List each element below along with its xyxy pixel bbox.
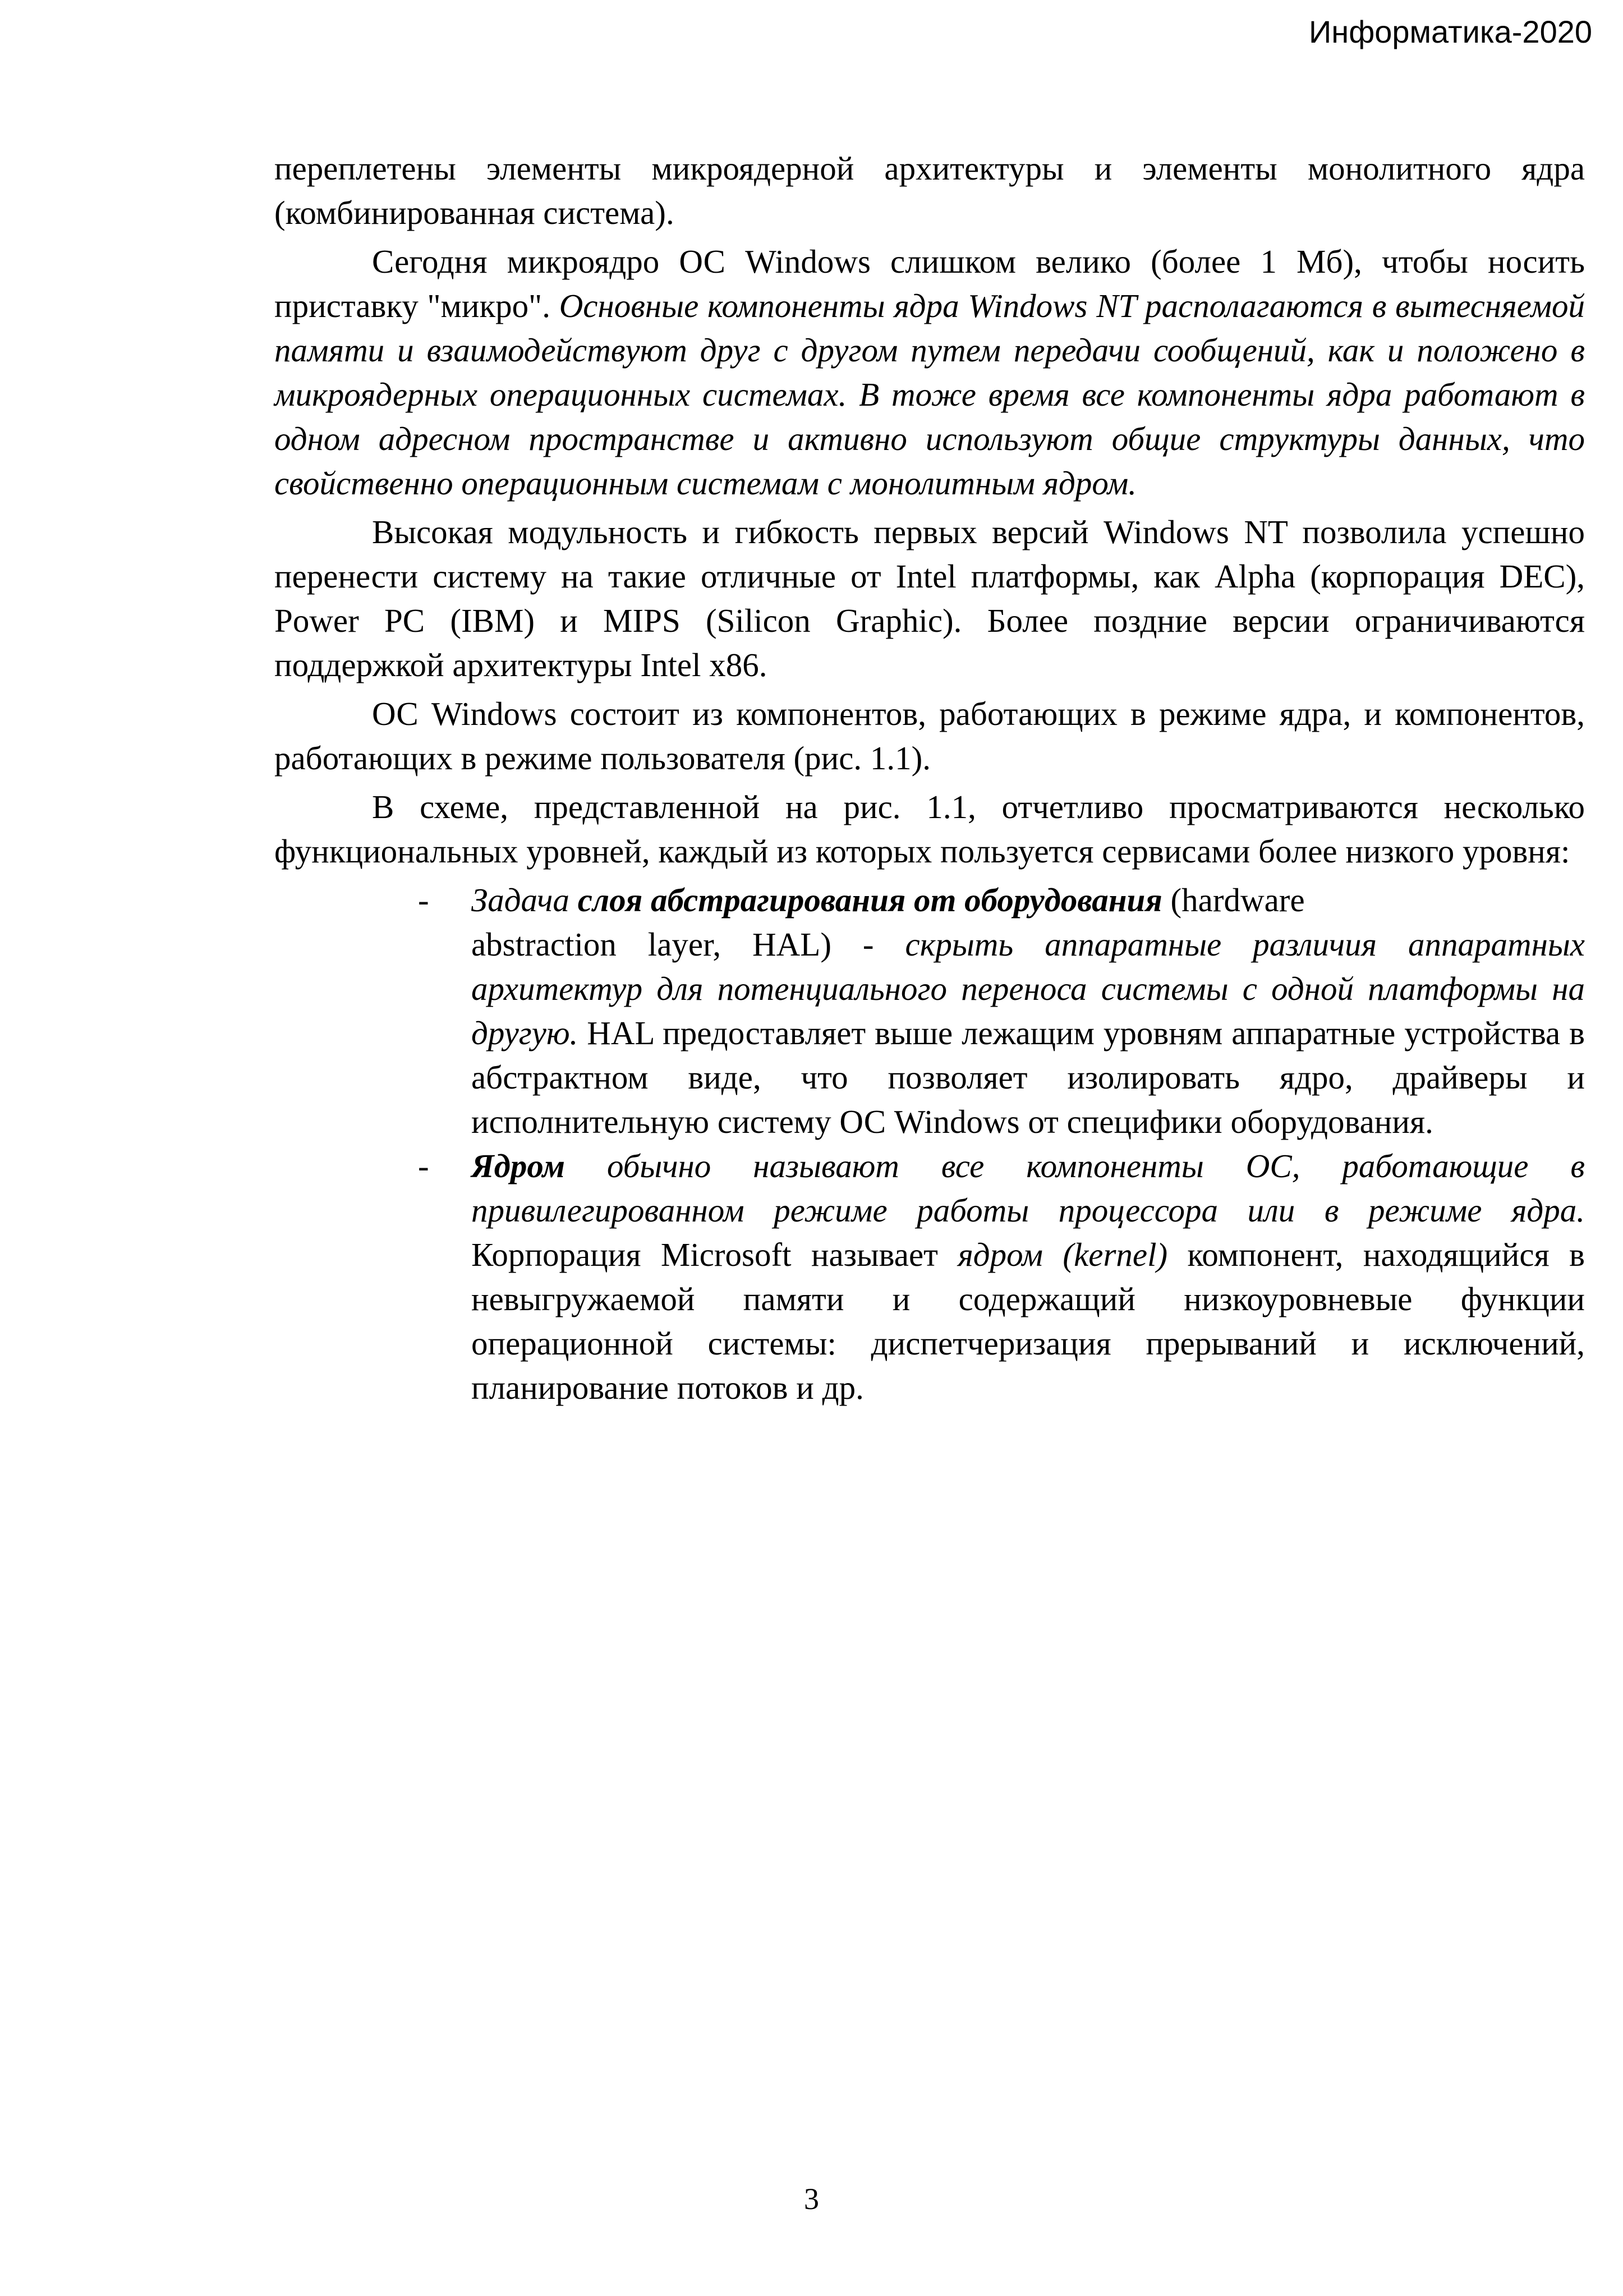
running-header: Информатика-2020 xyxy=(1309,14,1592,49)
term-hal: слоя абстрагирования от оборудования xyxy=(577,881,1162,919)
list-item-first-line xyxy=(471,878,1585,922)
list-item-italic-text: скрыть аппаратные различия аппаратных архитектур для потенциального переноса системы с одной платформы на другую. xyxy=(471,926,1585,1051)
paragraph-levels: В схеме, представленной на рис. 1.1, отчетливо просматриваются несколько функциональных уровней, каждый из которых пользуется сервисами более низкого уровня: xyxy=(274,788,1585,870)
term-kernel: Ядром xyxy=(471,1147,565,1184)
paragraph-microkernel-size xyxy=(274,240,1585,506)
paragraph-components: ОС Windows состоит из компонентов, работающих в режиме ядра, и компонентов, работающих в режиме пользователя (рис. 1.1). xyxy=(274,695,1585,777)
list-item-text: abstraction layer, HAL) - xyxy=(471,926,905,963)
list-item-text: компонент, находящийся в невыгружаемой памяти и содержащий низкоуровневые функции операционной системы: диспетчеризация прерываний и исключений, планирование потоков и др. xyxy=(471,1236,1585,1406)
paragraph-text: Сегодня микроядро ОС Windows слишком велико (более 1 Мб), чтобы носить приставку "микро". xyxy=(274,243,1585,324)
list-item-hal xyxy=(274,878,1585,1144)
list-dash: - xyxy=(418,881,429,919)
paragraph-portability: Высокая модульность и гибкость первых версий Windows NT позволила успешно перенести систему на такие отличные от Intel платформы, как Alpha (корпорация DEC), Power PC (IBM) и MIPS (Silicon Graphic). Более поздние версии ограничиваются поддержкой архитектуры Intel x86. xyxy=(274,513,1585,683)
list-item-italic-text: обычно называют все компоненты ОС, работающие в привилегированном режиме работы процессора или в режиме ядра. xyxy=(471,1147,1585,1229)
page-body xyxy=(274,146,1585,1410)
paragraph-continuation: переплетены элементы микроядерной архитектуры и элементы монолитного ядра (комбинированная система). xyxy=(274,150,1585,231)
list-item-italic-text: Задача xyxy=(471,881,578,919)
list-item-italic-text: ядром (kernel) xyxy=(958,1236,1168,1273)
paragraph-italic-text: Основные компоненты ядра Windows NT располагаются в вытесняемой памяти и взаимодействуют друг с другом путем передачи сообщений, как и положено в микроядерных операционных системах. В тоже время все компоненты ядра работают в одном адресном пространстве и активно используют общие структуры данных, что свойственно операционным системам с монолитным ядром. xyxy=(274,287,1585,502)
list-dash: - xyxy=(418,1147,429,1184)
levels-list xyxy=(274,878,1585,1410)
list-item-text: (hardware xyxy=(1162,881,1305,919)
page-number: 3 xyxy=(804,2182,819,2216)
list-item-text: HAL предоставляет выше лежащим уровням аппаратные устройства в абстрактном виде, что позволяет изолировать ядро, драйверы и исполнительную систему ОС Windows от специфики оборудования. xyxy=(471,1014,1585,1140)
list-item-kernel xyxy=(274,1144,1585,1410)
list-item-text: Корпорация Microsoft называет xyxy=(471,1236,958,1273)
